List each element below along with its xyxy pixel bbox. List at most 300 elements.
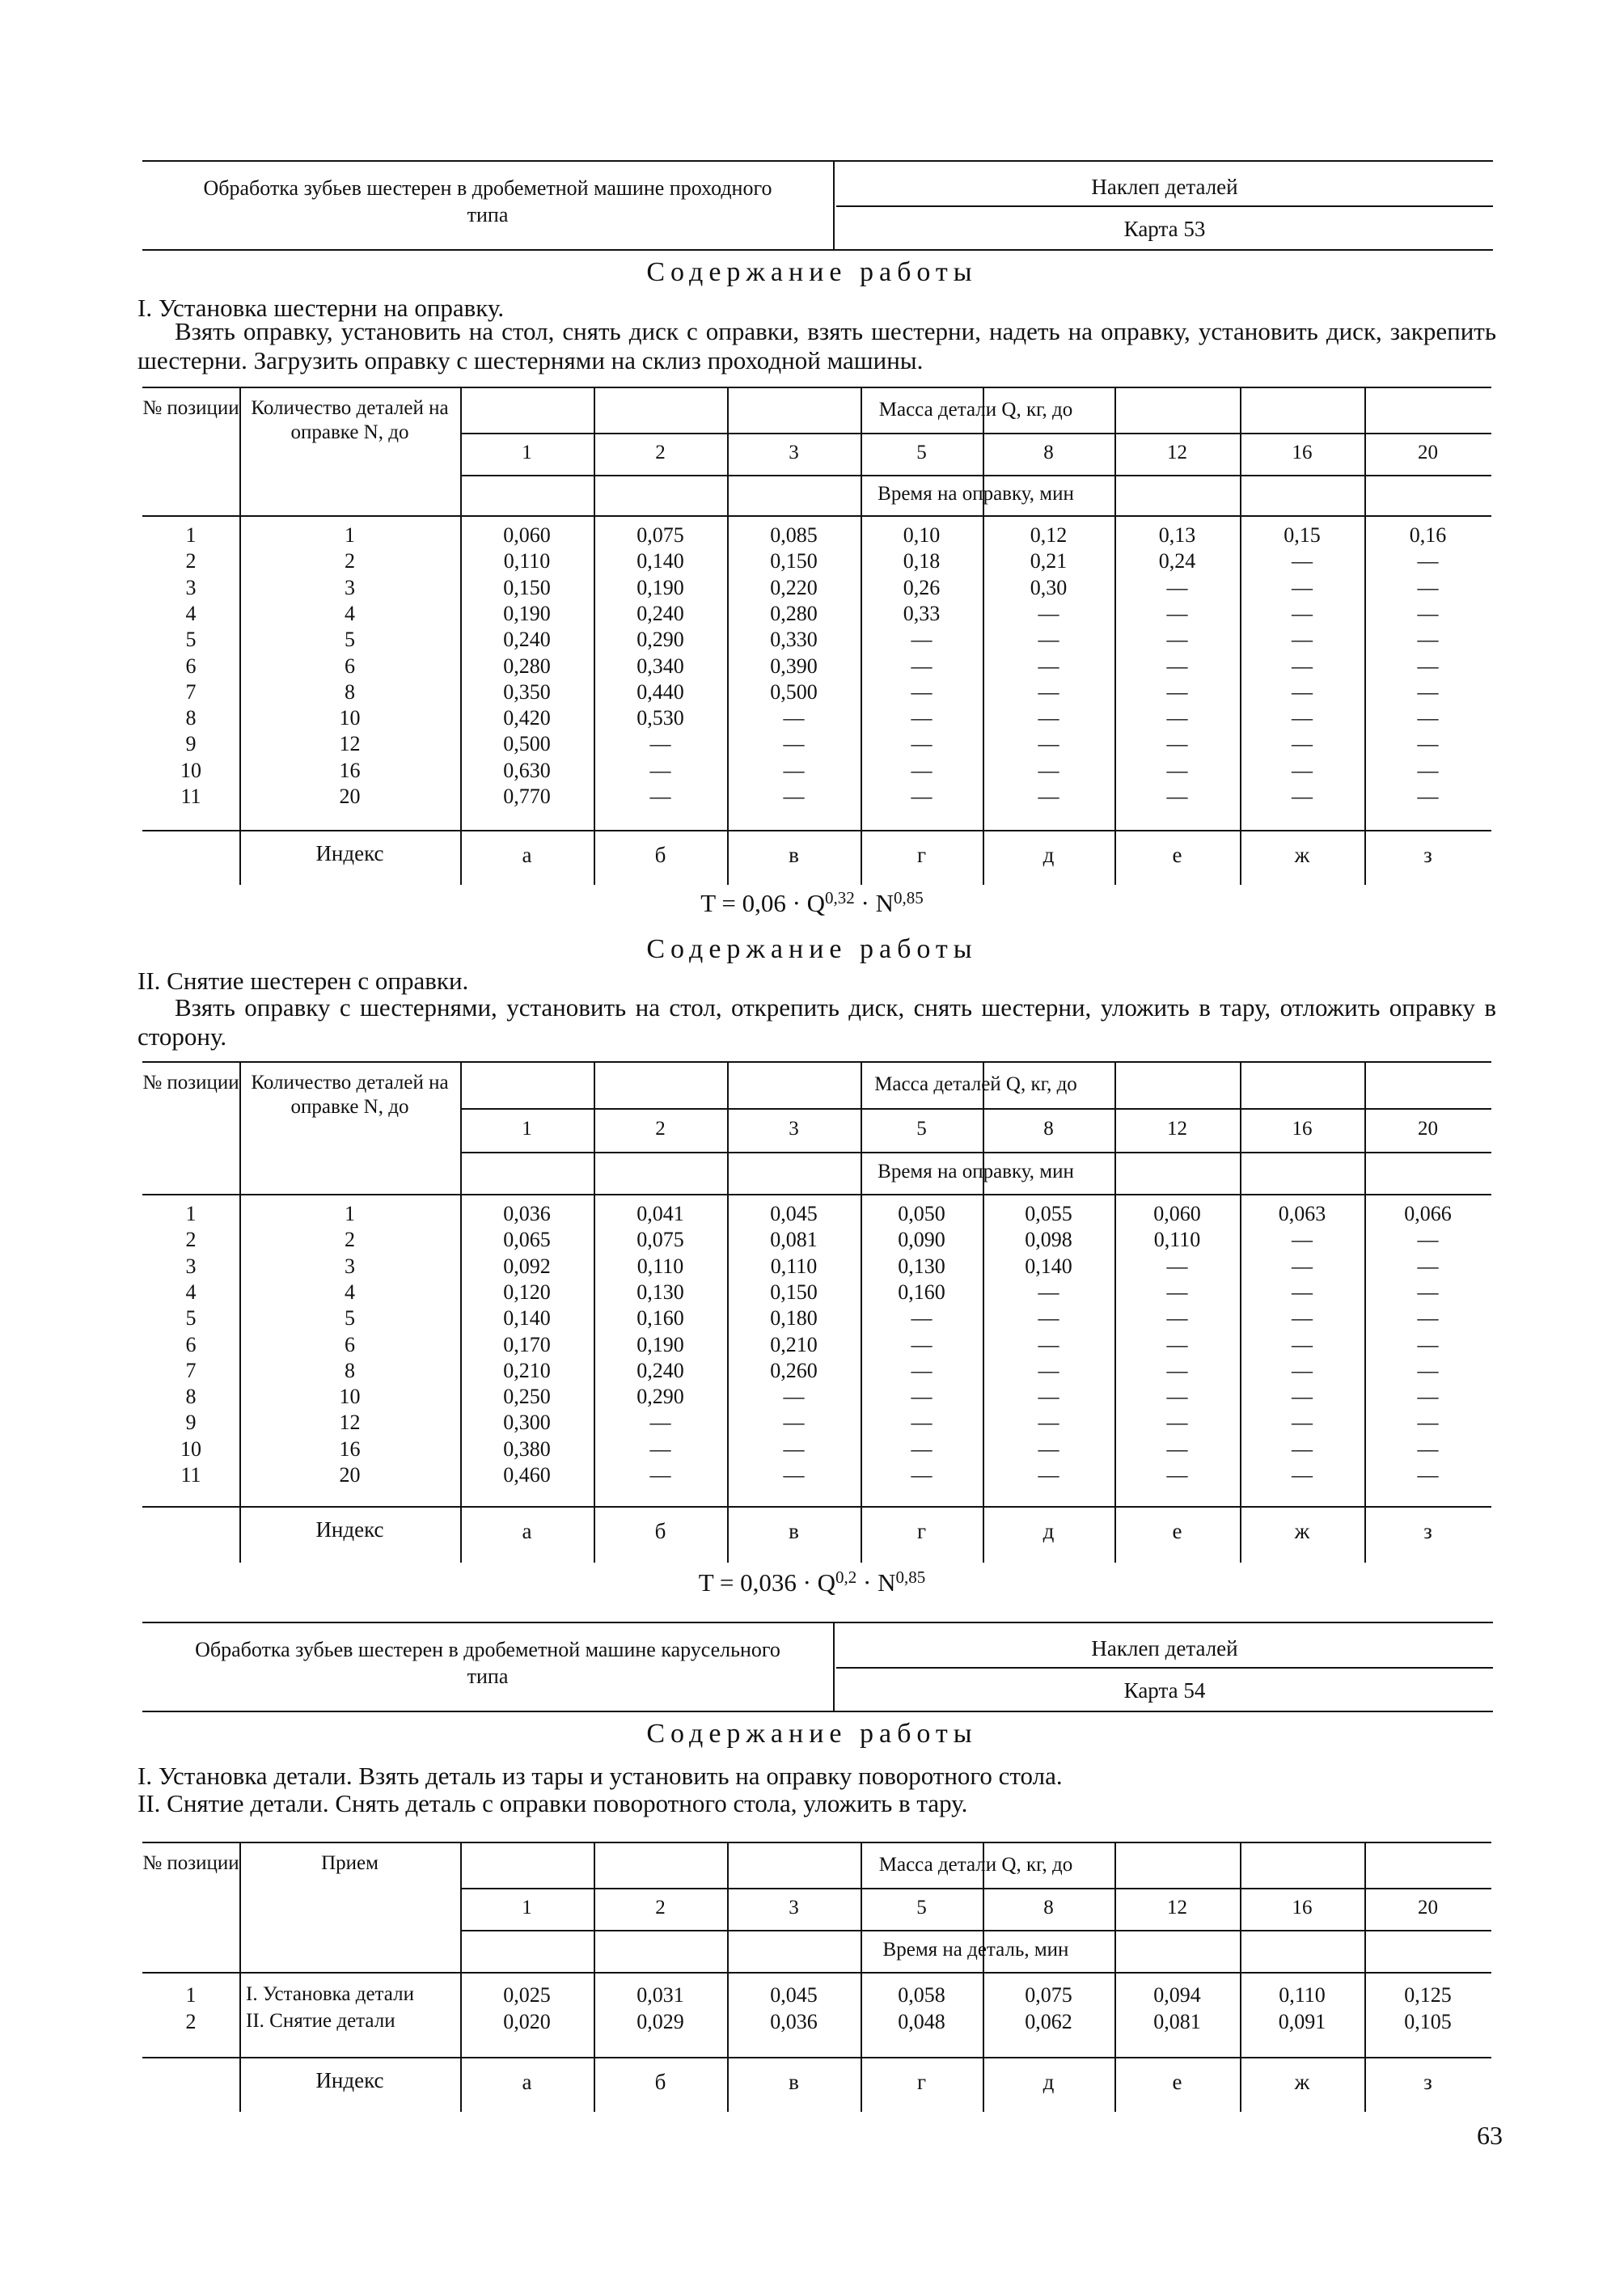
time-value-cell: 0,180 [770, 1306, 818, 1331]
time-value-cell: — [1038, 785, 1059, 808]
time-value-cell: 0,110 [503, 549, 551, 573]
mass-col-header: 1 [522, 442, 532, 463]
time-value-cell: 0,500 [770, 679, 818, 704]
time-value-cell: — [1417, 1385, 1439, 1409]
mass-col-header: 2 [655, 1897, 666, 1919]
quantity-cell: 10 [339, 706, 361, 730]
time-value-cell: — [1417, 549, 1439, 573]
time-value-cell: — [1166, 1306, 1188, 1331]
time-value-cell: 0,075 [1025, 1983, 1072, 2007]
table-header-rule [460, 1888, 1491, 1889]
time-value-cell: — [911, 628, 933, 652]
time-value-cell: 0,33 [903, 601, 941, 625]
time-value-cell: 0,098 [1025, 1228, 1072, 1252]
time-value-cell: 0,340 [636, 654, 684, 678]
time-value-cell: 0,290 [636, 1385, 684, 1409]
time-value-cell: — [1292, 706, 1313, 730]
mass-col-header: 12 [1167, 1118, 1187, 1140]
table-header-rule [142, 515, 1491, 517]
mass-header: Масса детали Q, кг, до [878, 398, 1073, 421]
time-value-cell: — [1292, 1411, 1313, 1435]
position-cell: 6 [185, 1332, 197, 1356]
quantity-cell: 20 [339, 1463, 361, 1487]
time-value-cell: 0,16 [1409, 523, 1447, 547]
time-value-cell: — [1038, 732, 1059, 756]
time-value-cell: 0,130 [898, 1254, 945, 1278]
time-value-cell: — [1417, 1436, 1439, 1461]
section-1-title: Содержание работы [646, 257, 978, 287]
time-header: Время на оправку, мин [878, 1161, 1074, 1182]
time-value-cell: — [1292, 549, 1313, 573]
time-value-cell: 0,055 [1025, 1202, 1072, 1225]
time-value-cell: 0,530 [636, 706, 684, 730]
index-letter: д [1042, 843, 1055, 867]
time-value-cell: 0,150 [770, 549, 818, 573]
table-3 [142, 1842, 1491, 2058]
time-value-cell: — [1166, 628, 1188, 652]
time-value-cell: — [1292, 628, 1313, 652]
time-value-cell: 0,065 [503, 1228, 551, 1252]
time-value-cell: — [1417, 1411, 1439, 1435]
index-letter: а [522, 2070, 532, 2094]
index-label: Индекс [315, 1517, 384, 1542]
time-value-cell: — [783, 758, 805, 782]
table-header-rule [460, 433, 1491, 434]
position-cell: 1 [185, 1983, 197, 2007]
index-label: Индекс [315, 841, 384, 865]
quantity-cell: 12 [339, 1411, 361, 1435]
time-value-cell: — [1166, 575, 1188, 599]
time-value-cell: 0,150 [770, 1280, 818, 1304]
time-value-cell: 0,031 [636, 1983, 684, 2007]
position-cell: 11 [180, 785, 201, 808]
formula-2 [0, 1567, 1624, 1597]
card-54-header [142, 1622, 1493, 1712]
mass-col-header: 20 [1418, 1118, 1438, 1140]
position-cell: 10 [180, 1436, 201, 1461]
col-quantity-header: Прием [321, 1852, 379, 1874]
index-letter: б [654, 1519, 666, 1543]
time-value-cell: — [911, 732, 933, 756]
time-value-cell: — [783, 1411, 805, 1435]
time-value-cell: 0,060 [503, 523, 551, 547]
table-header-rule [460, 1152, 1491, 1153]
mass-col-header: 12 [1167, 442, 1187, 463]
mass-col-header: 8 [1043, 442, 1054, 463]
formula-1-n: · N [854, 889, 894, 917]
time-value-cell: 0,090 [898, 1228, 945, 1252]
card-53-number: Карта 53 [1123, 217, 1206, 241]
time-value-cell: — [1038, 1358, 1059, 1382]
card-53-category: Наклеп деталей [836, 162, 1493, 207]
index-letter: д [1042, 2070, 1055, 2094]
section-3-line-1: I. Установка детали. Взять деталь из тары и установить на оправку поворотного стола. [137, 1762, 1063, 1790]
time-value-cell: — [1038, 1463, 1059, 1487]
formula-2-exp-q: 0,2 [835, 1567, 857, 1587]
index-letter: г [916, 843, 927, 867]
formula-1-exp-q: 0,32 [825, 888, 855, 907]
time-value-cell: 0,105 [1404, 2010, 1452, 2033]
time-value-cell: — [783, 1385, 805, 1409]
time-value-cell: 0,210 [770, 1332, 818, 1356]
position-cell: 5 [185, 1306, 197, 1331]
time-value-cell: — [649, 1463, 671, 1487]
time-value-cell: — [1166, 1411, 1188, 1435]
time-value-cell: 0,240 [636, 601, 684, 625]
time-value-cell: — [783, 1436, 805, 1461]
time-value-cell: 0,13 [1158, 523, 1196, 547]
position-cell: 2 [185, 2010, 197, 2033]
time-value-cell: — [1166, 1436, 1188, 1461]
time-value-cell: 0,330 [770, 628, 818, 652]
time-value-cell: — [1292, 1358, 1313, 1382]
mass-col-header: 1 [522, 1897, 532, 1919]
quantity-cell: 4 [345, 1280, 355, 1304]
table-header-rule [460, 475, 1491, 476]
time-value-cell: 0,190 [503, 601, 551, 625]
quantity-cell: 8 [345, 679, 355, 704]
index-letter: в [789, 1519, 799, 1543]
time-value-cell: — [911, 758, 933, 782]
card-54-number: Карта 54 [1123, 1678, 1206, 1703]
time-value-cell: 0,280 [503, 654, 551, 678]
position-cell: 6 [185, 654, 197, 678]
time-value-cell: 0,250 [503, 1385, 551, 1409]
mass-col-header: 2 [655, 442, 666, 463]
position-cell: 10 [180, 758, 201, 782]
time-value-cell: 0,140 [503, 1306, 551, 1331]
quantity-cell: 8 [345, 1358, 355, 1382]
time-value-cell: 0,380 [503, 1436, 551, 1461]
index-letter: з [1423, 843, 1432, 867]
time-value-cell: 0,24 [1158, 549, 1196, 573]
time-value-cell: — [1417, 1358, 1439, 1382]
time-value-cell: — [911, 654, 933, 678]
time-value-cell: 0,770 [503, 785, 551, 808]
position-cell: 7 [185, 679, 197, 704]
time-value-cell: 0,050 [898, 1202, 945, 1225]
time-value-cell: — [1417, 601, 1439, 625]
time-value-cell: — [1417, 1332, 1439, 1356]
time-value-cell: 0,063 [1278, 1202, 1326, 1225]
time-value-cell: 0,025 [503, 1983, 551, 2007]
formula-2-base: T = 0,036 · Q [698, 1568, 836, 1597]
time-value-cell: — [911, 1436, 933, 1461]
position-cell: 4 [185, 1280, 197, 1304]
time-value-cell: 0,110 [1153, 1228, 1201, 1252]
time-value-cell: — [1292, 1306, 1313, 1331]
time-value-cell: — [1417, 679, 1439, 704]
time-value-cell: — [1292, 1228, 1313, 1252]
time-value-cell: — [1038, 1385, 1059, 1409]
time-value-cell: 0,048 [898, 2010, 945, 2033]
time-value-cell: 0,081 [770, 1228, 818, 1252]
time-value-cell: 0,12 [1030, 523, 1068, 547]
time-value-cell: — [1417, 706, 1439, 730]
time-value-cell: 0,240 [503, 628, 551, 652]
time-value-cell: — [1038, 1280, 1059, 1304]
mass-col-header: 16 [1292, 1897, 1313, 1919]
section-2-step: II. Снятие шестерен с оправки. [137, 967, 469, 995]
time-value-cell: — [911, 1358, 933, 1382]
time-value-cell: 0,091 [1278, 2010, 1326, 2033]
page-number: 63 [1477, 2121, 1503, 2150]
time-value-cell: — [911, 1385, 933, 1409]
quantity-cell: 2 [345, 549, 355, 573]
time-value-cell: 0,094 [1153, 1983, 1201, 2007]
time-value-cell: — [1292, 1332, 1313, 1356]
time-value-cell: 0,075 [636, 523, 684, 547]
table-header-rule [142, 1194, 1491, 1195]
time-value-cell: — [1166, 785, 1188, 808]
time-value-cell: 0,029 [636, 2010, 684, 2033]
position-cell: 3 [185, 1254, 197, 1278]
time-value-cell: — [1417, 654, 1439, 678]
col-position-header: № позиции [142, 1852, 239, 1874]
time-value-cell: — [1166, 1280, 1188, 1304]
time-value-cell: 0,075 [636, 1228, 684, 1252]
time-value-cell: — [1166, 1463, 1188, 1487]
quantity-cell: 6 [345, 654, 355, 678]
time-value-cell: — [1038, 706, 1059, 730]
time-value-cell: 0,460 [503, 1463, 551, 1487]
card-53-title: Обработка зубьев шестерен в дробеметной машине проходного типа [142, 162, 835, 249]
col-quantity-header: Количество деталей на оправке N, до [251, 1072, 449, 1118]
time-value-cell: 0,062 [1025, 2010, 1072, 2033]
time-value-cell: 0,260 [770, 1358, 818, 1382]
index-letter: е [1172, 1519, 1182, 1543]
time-value-cell: — [1292, 575, 1313, 599]
index-letter: а [522, 843, 532, 867]
table-1 [142, 387, 1491, 831]
card-54-meta [836, 1623, 1493, 1711]
index-letter: а [522, 1519, 532, 1543]
time-value-cell: — [911, 1306, 933, 1331]
time-value-cell: — [911, 1463, 933, 1487]
table-1-index-row [142, 830, 1491, 885]
time-value-cell: 0,036 [503, 1202, 551, 1225]
mass-col-header: 3 [789, 1118, 799, 1140]
index-letter: з [1423, 2070, 1432, 2094]
time-value-cell: 0,390 [770, 654, 818, 678]
time-value-cell: — [1038, 1436, 1059, 1461]
table-vertical-rule [239, 1843, 241, 2057]
time-value-cell: 0,041 [636, 1202, 684, 1225]
time-value-cell: — [1292, 1385, 1313, 1409]
card-54-title: Обработка зубьев шестерен в дробеметной машине карусельного типа [142, 1623, 835, 1711]
time-value-cell: — [1417, 732, 1439, 756]
time-value-cell: — [1038, 1411, 1059, 1435]
section-1-step: I. Установка шестерни на оправку. [137, 294, 505, 322]
time-value-cell: 0,130 [636, 1280, 684, 1304]
position-cell: 1 [185, 523, 197, 547]
mass-col-header: 5 [916, 1118, 927, 1140]
quantity-cell: 5 [345, 1306, 355, 1331]
index-letter: в [789, 2070, 799, 2094]
mass-col-header: 1 [522, 1118, 532, 1140]
index-letter: б [654, 2070, 666, 2094]
index-letter: ж [1294, 2070, 1310, 2094]
index-label: Индекс [315, 2068, 384, 2092]
position-cell: 1 [185, 1202, 197, 1225]
time-value-cell: — [1417, 1280, 1439, 1304]
time-value-cell: — [1292, 1463, 1313, 1487]
position-cell: 2 [185, 1228, 197, 1252]
table-header-rule [142, 1972, 1491, 1974]
time-value-cell: — [1292, 1436, 1313, 1461]
time-value-cell: 0,110 [636, 1254, 684, 1278]
quantity-cell: 16 [339, 1436, 361, 1461]
index-letter: е [1172, 2070, 1182, 2094]
col-position-header: № позиции [142, 397, 239, 419]
quantity-cell: 16 [339, 758, 361, 782]
position-cell: 3 [185, 575, 197, 599]
time-value-cell: — [1292, 601, 1313, 625]
mass-col-header: 2 [655, 1118, 666, 1140]
quantity-cell: 12 [339, 732, 361, 756]
time-header: Время на оправку, мин [878, 483, 1074, 505]
time-value-cell: — [1166, 1254, 1188, 1278]
section-2-title: Содержание работы [646, 934, 978, 964]
time-value-cell: — [911, 1332, 933, 1356]
table-header-rule [460, 1108, 1491, 1110]
index-letter: в [789, 843, 799, 867]
index-letter: г [916, 2070, 927, 2094]
time-value-cell: — [1292, 679, 1313, 704]
time-value-cell: — [783, 706, 805, 730]
time-value-cell: 0,092 [503, 1254, 551, 1278]
position-cell: 7 [185, 1358, 197, 1382]
time-value-cell: 0,140 [1025, 1254, 1072, 1278]
time-value-cell: — [1038, 1332, 1059, 1356]
index-letter: г [916, 1519, 927, 1543]
time-value-cell: — [911, 1411, 933, 1435]
time-value-cell: — [1166, 679, 1188, 704]
quantity-cell: 6 [345, 1332, 355, 1356]
section-1-text: Взять оправку, установить на стол, снять диск с оправки, взять шестерни, надеть на оправку, установить диск, закрепить шестерни. Загрузить оправку с шестернями на склиз проходной машины. [137, 317, 1496, 374]
time-value-cell: — [1038, 1306, 1059, 1331]
time-value-cell: 0,190 [636, 1332, 684, 1356]
time-value-cell: — [1417, 575, 1439, 599]
formula-2-exp-n: 0,85 [895, 1567, 926, 1587]
time-value-cell: — [649, 1436, 671, 1461]
time-value-cell: — [1417, 1228, 1439, 1252]
col-quantity-header: Количество деталей на оправке N, до [251, 397, 449, 443]
index-letter: е [1172, 843, 1182, 867]
quantity-cell: 20 [339, 785, 361, 808]
position-cell: 9 [185, 1411, 197, 1435]
mass-col-header: 5 [916, 442, 927, 463]
time-value-cell: — [1166, 732, 1188, 756]
time-value-cell: 0,26 [903, 575, 941, 599]
formula-2-n: · N [856, 1568, 896, 1597]
time-value-cell: — [783, 732, 805, 756]
mass-col-header: 3 [789, 442, 799, 463]
time-value-cell: 0,045 [770, 1202, 818, 1225]
card-53-header [142, 160, 1493, 251]
time-value-cell: — [1292, 1254, 1313, 1278]
time-value-cell: — [1417, 758, 1439, 782]
quantity-cell: 1 [345, 523, 355, 547]
card-53-meta [836, 162, 1493, 249]
time-value-cell: — [1292, 1280, 1313, 1304]
time-value-cell: — [783, 1463, 805, 1487]
quantity-cell: 3 [345, 1254, 355, 1278]
time-value-cell: — [649, 758, 671, 782]
mass-col-header: 16 [1292, 1118, 1313, 1140]
section-2-text: Взять оправку с шестернями, установить на стол, открепить диск, снять шестерни, уложить в тару, отложить оправку в сторону. [137, 993, 1496, 1051]
formula-1 [0, 888, 1624, 918]
time-value-cell: — [1292, 732, 1313, 756]
quantity-cell: 2 [345, 1228, 355, 1252]
index-letter: ж [1294, 843, 1310, 867]
time-value-cell: — [1038, 654, 1059, 678]
time-value-cell: 0,30 [1030, 575, 1068, 599]
time-value-cell: — [1166, 1332, 1188, 1356]
time-value-cell: 0,036 [770, 2010, 818, 2033]
time-value-cell: 0,150 [503, 575, 551, 599]
time-value-cell: — [1166, 706, 1188, 730]
mass-col-header: 12 [1167, 1897, 1187, 1919]
time-value-cell: — [1038, 679, 1059, 704]
mass-col-header: 8 [1043, 1897, 1054, 1919]
position-cell: 8 [185, 1385, 197, 1409]
time-value-cell: — [1417, 1306, 1439, 1331]
time-value-cell: — [1038, 601, 1059, 625]
time-value-cell: 0,220 [770, 575, 818, 599]
position-cell: 11 [180, 1463, 201, 1487]
time-value-cell: 0,066 [1404, 1202, 1452, 1225]
time-value-cell: 0,110 [770, 1254, 818, 1278]
mass-header: Масса детали Q, кг, до [878, 1853, 1073, 1876]
time-value-cell: — [1417, 628, 1439, 652]
time-value-cell: 0,190 [636, 575, 684, 599]
time-value-cell: 0,160 [898, 1280, 945, 1304]
index-letter: з [1423, 1519, 1432, 1543]
operation-cell: I. Установка детали [246, 1983, 414, 2005]
time-value-cell: 0,110 [1279, 1983, 1326, 2007]
formula-1-exp-n: 0,85 [894, 888, 924, 907]
position-cell: 5 [185, 628, 197, 652]
quantity-cell: 5 [345, 628, 355, 652]
mass-col-header: 20 [1418, 1897, 1438, 1919]
quantity-cell: 10 [339, 1385, 361, 1409]
time-value-cell: 0,280 [770, 601, 818, 625]
position-cell: 2 [185, 549, 197, 573]
time-value-cell: — [911, 706, 933, 730]
formula-1-base: T = 0,06 · Q [700, 889, 826, 917]
mass-col-header: 20 [1418, 442, 1438, 463]
time-value-cell: 0,290 [636, 628, 684, 652]
time-value-cell: 0,045 [770, 1983, 818, 2007]
time-value-cell: 0,300 [503, 1411, 551, 1435]
time-value-cell: 0,140 [636, 549, 684, 573]
time-value-cell: 0,125 [1404, 1983, 1452, 2007]
table-3-index-row [142, 2057, 1491, 2112]
mass-col-header: 5 [916, 1897, 927, 1919]
quantity-cell: 1 [345, 1202, 355, 1225]
time-value-cell: — [649, 1411, 671, 1435]
mass-col-header: 8 [1043, 1118, 1054, 1140]
time-value-cell: — [911, 785, 933, 808]
time-value-cell: — [1417, 1463, 1439, 1487]
time-value-cell: — [649, 732, 671, 756]
section-3-line-2: II. Снятие детали. Снять деталь с оправки поворотного стола, уложить в тару. [137, 1789, 968, 1817]
time-value-cell: 0,21 [1030, 549, 1068, 573]
quantity-cell: 4 [345, 601, 355, 625]
card-54-category: Наклеп деталей [836, 1623, 1493, 1669]
time-value-cell: 0,15 [1284, 523, 1321, 547]
